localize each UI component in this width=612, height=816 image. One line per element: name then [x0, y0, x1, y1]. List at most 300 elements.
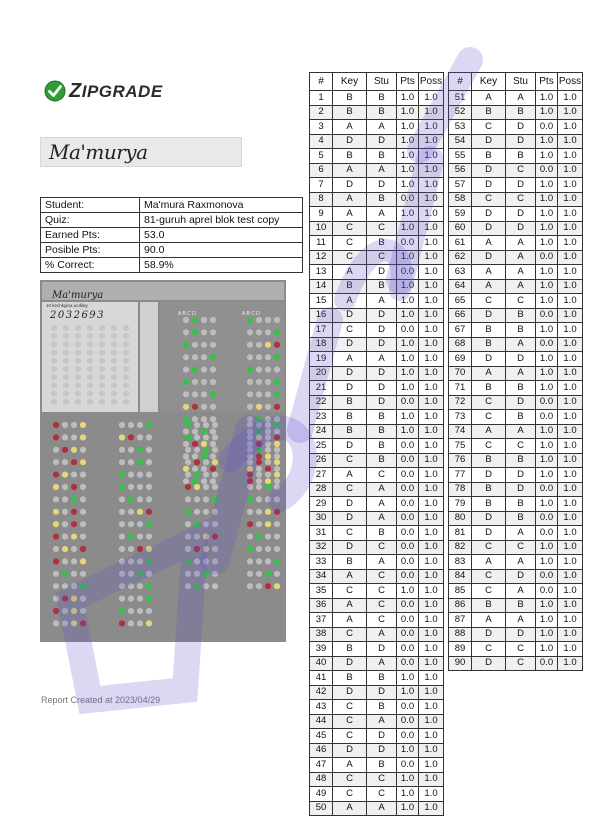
question-number: 36 [310, 598, 333, 613]
question-number: 81 [449, 526, 472, 541]
answer-row [449, 134, 583, 149]
student-answer: D [506, 569, 536, 584]
answer-bubble [128, 447, 134, 453]
wrong-bubble [194, 459, 200, 465]
student-answer: A [506, 424, 536, 439]
answer-bubble [274, 367, 280, 373]
points-earned: 1.0 [536, 381, 558, 396]
answer-bubble [274, 416, 280, 422]
answer-bubble [128, 558, 134, 564]
correct-bubble [192, 478, 198, 484]
answer-bubble [210, 329, 216, 335]
question-number: 15 [310, 294, 333, 309]
answer-key: D [333, 656, 367, 671]
answer-bubble [247, 441, 253, 447]
points-earned: 0.0 [397, 395, 419, 410]
points-earned: 1.0 [397, 163, 419, 178]
student-answer: B [367, 236, 397, 251]
question-number: 8 [310, 192, 333, 207]
answer-bubble [210, 342, 216, 348]
student-answer: A [367, 555, 397, 570]
wrong-bubble [62, 596, 68, 602]
id-bubble [87, 350, 93, 356]
answer-key: D [472, 250, 506, 265]
points-possible: 1.0 [419, 221, 444, 236]
answer-key: D [472, 163, 506, 178]
key-bubble [265, 521, 271, 527]
answer-row [310, 627, 444, 642]
answer-key: C [333, 627, 367, 642]
id-bubble [63, 350, 69, 356]
id-bubble [51, 366, 57, 372]
answer-row [310, 555, 444, 570]
points-earned: 0.0 [536, 308, 558, 323]
id-bubble [87, 341, 93, 347]
answer-row [449, 381, 583, 396]
points-earned: 1.0 [536, 540, 558, 555]
student-answer: A [506, 366, 536, 381]
points-possible: 1.0 [419, 598, 444, 613]
answer-row [449, 279, 583, 294]
correct-bubble [80, 583, 86, 589]
answer-bubble [71, 583, 77, 589]
answer-row [310, 149, 444, 164]
answer-key: D [472, 207, 506, 222]
answer-bubble [137, 558, 143, 564]
id-bubble [99, 358, 105, 364]
answer-bubble [201, 354, 207, 360]
student-answer: A [506, 91, 536, 106]
answer-bubble [247, 404, 253, 410]
question-number: 49 [310, 787, 333, 802]
answer-row [310, 482, 444, 497]
student-answer: B [367, 439, 397, 454]
points-earned: 1.0 [536, 134, 558, 149]
answer-bubble [265, 447, 271, 453]
answer-row [310, 221, 444, 236]
key-bubble [183, 404, 189, 410]
correct-bubble [137, 459, 143, 465]
info-value: 81-guruh aprel blok test copy [140, 213, 303, 228]
answer-key: A [333, 758, 367, 773]
student-answer: C [367, 598, 397, 613]
answer-bubble [128, 546, 134, 552]
answer-bubble [62, 521, 68, 527]
answer-key: A [333, 265, 367, 280]
question-number: 51 [449, 91, 472, 106]
correct-bubble [247, 546, 253, 552]
wrong-bubble [274, 404, 280, 410]
answer-bubble [62, 459, 68, 465]
wrong-bubble [71, 484, 77, 490]
answer-key: A [333, 468, 367, 483]
answer-row [310, 729, 444, 744]
answer-bubble [274, 466, 280, 472]
answer-bubble [185, 546, 191, 552]
points-possible: 1.0 [558, 439, 583, 454]
answer-bubble [183, 453, 189, 459]
student-answer: D [367, 178, 397, 193]
answer-bubble [146, 484, 152, 490]
answer-key: D [333, 381, 367, 396]
id-bubble [63, 374, 69, 380]
answer-row [310, 381, 444, 396]
answer-bubble [80, 509, 86, 515]
key-bubble [71, 534, 77, 540]
id-bubble [75, 325, 81, 331]
student-answer: A [367, 352, 397, 367]
student-answer: A [367, 627, 397, 642]
wrong-bubble [53, 472, 59, 478]
correct-bubble [71, 496, 77, 502]
question-number: 53 [449, 120, 472, 135]
answer-bubble [128, 422, 134, 428]
key-bubble [265, 342, 271, 348]
wrong-bubble [71, 509, 77, 515]
answer-key: C [472, 439, 506, 454]
answer-bubble [119, 459, 125, 465]
points-earned: 0.0 [397, 627, 419, 642]
question-number: 73 [449, 410, 472, 425]
wrong-bubble [146, 509, 152, 515]
points-possible: 1.0 [558, 236, 583, 251]
scanned-answer-sheet [40, 280, 286, 642]
points-earned: 1.0 [397, 308, 419, 323]
answer-bubble [256, 379, 262, 385]
col-header-stu: Stu [367, 73, 397, 91]
student-answer: A [506, 250, 536, 265]
answer-row [310, 105, 444, 120]
answer-key: D [472, 308, 506, 323]
answer-row [449, 656, 583, 671]
zipgrade-logo [44, 78, 163, 104]
id-bubble [51, 382, 57, 388]
answer-key: D [333, 366, 367, 381]
correct-bubble [247, 496, 253, 502]
correct-bubble [274, 329, 280, 335]
answer-bubble [210, 317, 216, 323]
student-answer: D [367, 743, 397, 758]
points-possible: 1.0 [419, 149, 444, 164]
answer-key: B [333, 149, 367, 164]
answer-key: A [472, 366, 506, 381]
student-answer: A [506, 584, 536, 599]
answer-key: D [333, 497, 367, 512]
points-possible: 1.0 [558, 337, 583, 352]
answer-bubble [137, 496, 143, 502]
answer-bubble [119, 596, 125, 602]
key-bubble [247, 466, 253, 472]
points-earned: 0.0 [397, 192, 419, 207]
question-number: 83 [449, 555, 472, 570]
question-number: 44 [310, 714, 333, 729]
wrong-bubble [247, 521, 253, 527]
student-answer: A [367, 294, 397, 309]
correct-bubble [256, 447, 262, 453]
id-bubble [51, 341, 57, 347]
id-bubble [75, 333, 81, 339]
answer-row [310, 758, 444, 773]
answer-key: B [472, 105, 506, 120]
key-bubble [203, 546, 209, 552]
correct-bubble [137, 571, 143, 577]
question-number: 58 [449, 192, 472, 207]
question-number: 6 [310, 163, 333, 178]
answer-bubble [265, 354, 271, 360]
points-earned: 0.0 [397, 598, 419, 613]
answer-key: A [472, 424, 506, 439]
answer-bubble [247, 379, 253, 385]
points-possible: 1.0 [419, 395, 444, 410]
sheet-id-text: 2032693 [50, 310, 106, 321]
correct-bubble [183, 416, 189, 422]
answer-bubble [256, 478, 262, 484]
answer-bubble [247, 391, 253, 397]
points-earned: 1.0 [397, 366, 419, 381]
answer-bubble [53, 459, 59, 465]
answer-key: C [333, 584, 367, 599]
answer-key: A [472, 279, 506, 294]
answer-bubble [265, 546, 271, 552]
answer-bubble [137, 596, 143, 602]
answer-row [310, 787, 444, 802]
question-number: 76 [449, 453, 472, 468]
id-bubble [123, 325, 129, 331]
points-possible: 1.0 [419, 729, 444, 744]
points-earned: 0.0 [397, 453, 419, 468]
points-possible: 1.0 [558, 207, 583, 222]
key-bubble [256, 434, 262, 440]
answer-key: B [472, 337, 506, 352]
answer-row [310, 526, 444, 541]
points-earned: 1.0 [397, 134, 419, 149]
answer-key: C [472, 569, 506, 584]
points-possible: 1.0 [558, 424, 583, 439]
student-answer: C [367, 613, 397, 628]
answer-row [449, 497, 583, 512]
answer-bubble [256, 422, 262, 428]
id-bubble [87, 358, 93, 364]
answer-row [310, 192, 444, 207]
answer-bubble [212, 447, 218, 453]
answers-table-left [309, 72, 444, 816]
answer-bubble [137, 422, 143, 428]
answer-bubble [119, 583, 125, 589]
answer-row [449, 308, 583, 323]
answer-bubble [183, 317, 189, 323]
answer-bubble [53, 571, 59, 577]
answer-row [449, 294, 583, 309]
points-possible: 1.0 [558, 627, 583, 642]
student-answer: A [506, 555, 536, 570]
answer-row [310, 352, 444, 367]
answer-key: A [333, 294, 367, 309]
student-answer: B [367, 149, 397, 164]
student-answer: D [506, 178, 536, 193]
question-number: 13 [310, 265, 333, 280]
answer-row [449, 105, 583, 120]
answer-bubble [185, 459, 191, 465]
points-possible: 1.0 [419, 265, 444, 280]
answer-row [449, 265, 583, 280]
id-bubble [123, 382, 129, 388]
answer-bubble [274, 496, 280, 502]
points-possible: 1.0 [419, 497, 444, 512]
question-number: 72 [449, 395, 472, 410]
answer-key: A [472, 236, 506, 251]
points-possible: 1.0 [419, 91, 444, 106]
question-number: 87 [449, 613, 472, 628]
student-answer: C [367, 569, 397, 584]
answer-bubble [185, 496, 191, 502]
points-possible: 1.0 [558, 323, 583, 338]
answer-bubble [194, 558, 200, 564]
answer-row [449, 584, 583, 599]
answer-bubble [265, 391, 271, 397]
answer-row [449, 337, 583, 352]
points-earned: 1.0 [397, 801, 419, 816]
id-bubble [63, 358, 69, 364]
answer-bubble [265, 434, 271, 440]
answer-row [310, 178, 444, 193]
answer-bubble [201, 391, 207, 397]
question-number: 79 [449, 497, 472, 512]
id-bubble [75, 382, 81, 388]
answer-bubble [265, 534, 271, 540]
student-answer: C [506, 642, 536, 657]
correct-bubble [194, 521, 200, 527]
id-bubble [123, 333, 129, 339]
answer-bubble [274, 317, 280, 323]
question-number: 34 [310, 569, 333, 584]
correct-bubble [274, 379, 280, 385]
points-possible: 1.0 [558, 294, 583, 309]
correct-bubble [201, 429, 207, 435]
answer-row [310, 743, 444, 758]
answer-row [310, 468, 444, 483]
points-earned: 0.0 [397, 714, 419, 729]
points-earned: 1.0 [536, 279, 558, 294]
answer-key: C [333, 236, 367, 251]
answer-row [310, 613, 444, 628]
correct-bubble [185, 434, 191, 440]
correct-bubble [62, 571, 68, 577]
question-number: 70 [449, 366, 472, 381]
answer-row [310, 714, 444, 729]
points-earned: 0.0 [397, 613, 419, 628]
id-bubble [123, 341, 129, 347]
student-signature [40, 137, 242, 167]
student-answer: B [506, 453, 536, 468]
question-number: 29 [310, 497, 333, 512]
correct-bubble [256, 534, 262, 540]
points-possible: 1.0 [558, 178, 583, 193]
question-number: 56 [449, 163, 472, 178]
question-number: 37 [310, 613, 333, 628]
answer-key: B [333, 555, 367, 570]
answer-row [449, 424, 583, 439]
points-earned: 0.0 [397, 236, 419, 251]
answer-bubble [128, 484, 134, 490]
student-answer: D [506, 627, 536, 642]
answer-key: C [472, 410, 506, 425]
points-possible: 1.0 [558, 584, 583, 599]
info-row [41, 243, 303, 258]
answer-key: B [472, 453, 506, 468]
points-possible: 1.0 [419, 308, 444, 323]
correct-bubble [192, 367, 198, 373]
answer-bubble [62, 434, 68, 440]
answer-bubble [62, 509, 68, 515]
points-earned: 1.0 [536, 468, 558, 483]
answer-row [310, 424, 444, 439]
answer-bubble [201, 329, 207, 335]
answer-key: A [472, 555, 506, 570]
col-header-pts: Pts [397, 73, 419, 91]
points-possible: 1.0 [558, 526, 583, 541]
answer-bubble [137, 608, 143, 614]
answer-bubble [192, 379, 198, 385]
answer-bubble [203, 583, 209, 589]
answer-bubble [203, 459, 209, 465]
points-earned: 1.0 [536, 439, 558, 454]
answer-bubble [128, 583, 134, 589]
answer-key: C [333, 787, 367, 802]
answer-bubble [128, 472, 134, 478]
question-number: 32 [310, 540, 333, 555]
key-bubble [53, 484, 59, 490]
question-number: 14 [310, 279, 333, 294]
question-number: 12 [310, 250, 333, 265]
answer-key: A [333, 569, 367, 584]
wrong-bubble [192, 441, 198, 447]
points-earned: 0.0 [397, 511, 419, 526]
answer-bubble [80, 484, 86, 490]
correct-bubble [265, 571, 271, 577]
points-possible: 1.0 [419, 743, 444, 758]
key-bubble [71, 596, 77, 602]
col-header-num: # [310, 73, 333, 91]
wrong-bubble [256, 459, 262, 465]
points-possible: 1.0 [558, 395, 583, 410]
answer-bubble [210, 478, 216, 484]
question-number: 26 [310, 453, 333, 468]
answer-key: C [333, 482, 367, 497]
points-possible: 1.0 [419, 685, 444, 700]
correct-bubble [146, 583, 152, 589]
answer-row [310, 207, 444, 222]
question-number: 69 [449, 352, 472, 367]
answer-bubble [212, 521, 218, 527]
student-answer: B [367, 424, 397, 439]
answer-key: B [472, 482, 506, 497]
question-number: 24 [310, 424, 333, 439]
answer-key: D [472, 511, 506, 526]
id-bubble [75, 391, 81, 397]
points-earned: 0.0 [397, 555, 419, 570]
correct-bubble [265, 484, 271, 490]
logo-text [69, 80, 163, 103]
answer-key: D [472, 627, 506, 642]
points-possible: 1.0 [558, 366, 583, 381]
points-possible: 1.0 [558, 221, 583, 236]
info-label: % Correct: [41, 258, 140, 273]
student-answer: B [367, 453, 397, 468]
key-bubble [80, 459, 86, 465]
answer-bubble [146, 459, 152, 465]
student-answer: D [367, 381, 397, 396]
points-possible: 1.0 [558, 613, 583, 628]
